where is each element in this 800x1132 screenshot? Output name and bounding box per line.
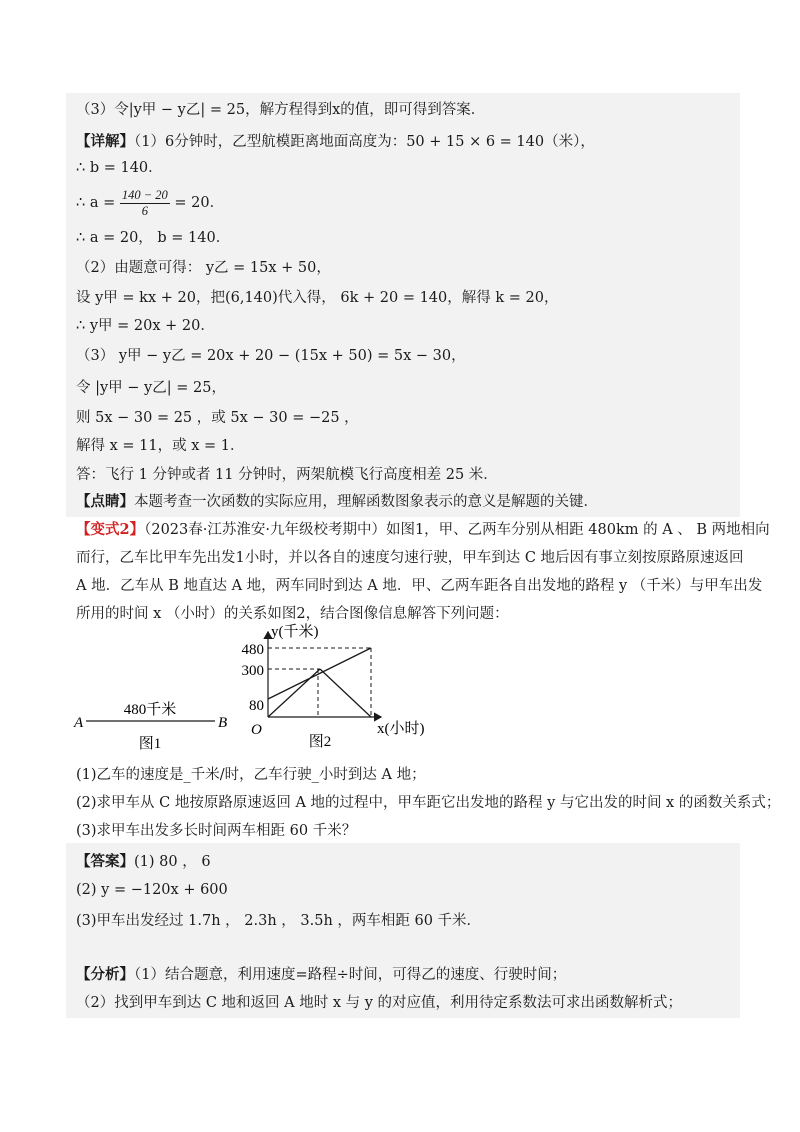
analysis-tag: 【分析】: [76, 966, 134, 983]
problem-line-2: 而行，乙车比甲车先出发1小时，并以各自的速度匀速行驶，甲车到达 C 地后因有事立刻按原路原速返回: [76, 550, 744, 566]
detail-line-1: 【详解】（1）6分钟时，乙型航模距离地面高度为：50 + 15 × 6 = 140（米），: [76, 133, 595, 150]
detail-line-10: 则 5x − 30 = 25 ，或 5x − 30 = −25 ，: [76, 410, 359, 426]
problem-line-1: 【变式2】（2023春·江苏淮安·九年级校考期中）如图1，甲、乙两车分别从相距 480km 的 A 、 B 两地相向: [76, 521, 770, 538]
y-tick-480: 480: [241, 642, 264, 658]
point-a-label: A: [74, 715, 84, 731]
line-yi-car: [268, 648, 371, 699]
origin-label: O: [251, 722, 262, 738]
detail-line-8: （3） y甲 − y乙 = 20x + 20 − (15x + 50) = 5x − 30，: [76, 348, 466, 364]
line-jia-out: [268, 669, 320, 717]
detail-tag: 【详解】: [76, 133, 134, 150]
distance-label: 480千米: [123, 702, 177, 718]
problem-line-3: A 地．乙车从 B 地直达 A 地，两车同时到达 A 地．甲、乙两车距各自出发地的路程 y （千米）与甲车出发: [76, 578, 763, 594]
figure-2-caption: 图2: [308, 734, 332, 750]
analysis-step3: （3）令|y甲 − y乙| = 25，解方程得到x的值，即可得到答案．: [76, 102, 486, 118]
detail-line-5: （2）由题意可得： y乙 = 15x + 50，: [76, 260, 331, 276]
question-2: (2)求甲车从 C 地按原路原速返回 A 地的过程中，甲车距它出发地的路程 y 与它出发的时间 x 的函数关系式；: [76, 795, 781, 811]
y-axis-label: y(千米): [271, 624, 319, 640]
answer-line-2: (2) y = −120x + 600: [76, 882, 228, 898]
question-3: (3)求甲车出发多长时间两车相距 60 千米？: [76, 823, 357, 839]
variant-tag: 【变式2】: [76, 521, 145, 538]
analysis-line-1: 【分析】（1）结合题意，利用速度=路程÷时间，可得乙的速度、行驶时间；: [76, 966, 567, 983]
answer-tag: 【答案】: [76, 853, 134, 870]
answer-line-3: (3)甲车出发经过 1.7h ， 2.3h ， 3.5h ，两车相距 60 千米．: [76, 913, 482, 929]
problem-line-4: 所用的时间 x （小时）的关系如图2，结合图像信息解答下列问题：: [76, 606, 509, 622]
detail-line-11: 解得 x = 11，或 x = 1．: [76, 438, 245, 454]
y-tick-300: 300: [241, 663, 264, 679]
line-jia-return: [320, 669, 371, 717]
detail-line-12: 答：飞行 1 分钟或者 11 分钟时，两架航模飞行高度相差 25 米．: [76, 467, 498, 483]
fraction: $\frac{140 - 20}{6}$: [121, 187, 168, 218]
point-line: 【点睛】本题考查一次函数的实际应用，理解函数图象表示的意义是解题的关键．: [76, 493, 598, 510]
detail-line-3: ∴ a = $\frac{140 - 20}{6}$ = 20．: [76, 187, 225, 218]
detail-line-6: 设 y甲 = kx + 20，把(6,140)代入得， 6k + 20 = 140，解得 k = 20，: [76, 290, 559, 306]
detail-line-2: ∴ b = 140．: [76, 160, 163, 176]
analysis-line-2: （2）找到甲车到达 C 地和返回 A 地时 x 与 y 的对应值，利用待定系数法可求出函数解析式；: [76, 995, 683, 1011]
point-tag: 【点睛】: [76, 493, 134, 510]
question-1: (1)乙车的速度是_千米/时，乙车行驶_小时到达 A 地；: [76, 767, 426, 783]
x-axis-label: x(小时): [377, 721, 425, 737]
point-b-label: B: [218, 715, 228, 731]
answer-line-1: 【答案】(1) 80 ， 6: [76, 853, 211, 870]
detail-line-4: ∴ a = 20， b = 140．: [76, 230, 231, 246]
y-tick-80: 80: [249, 698, 264, 714]
figure-1-caption: 图1: [138, 736, 162, 752]
figure-2: [242, 623, 425, 750]
detail-line-9: 令 |y甲 − y乙| = 25，: [76, 380, 226, 396]
figure-1: [73, 701, 227, 752]
detail-line-7: ∴ y甲 = 20x + 20．: [76, 318, 215, 334]
